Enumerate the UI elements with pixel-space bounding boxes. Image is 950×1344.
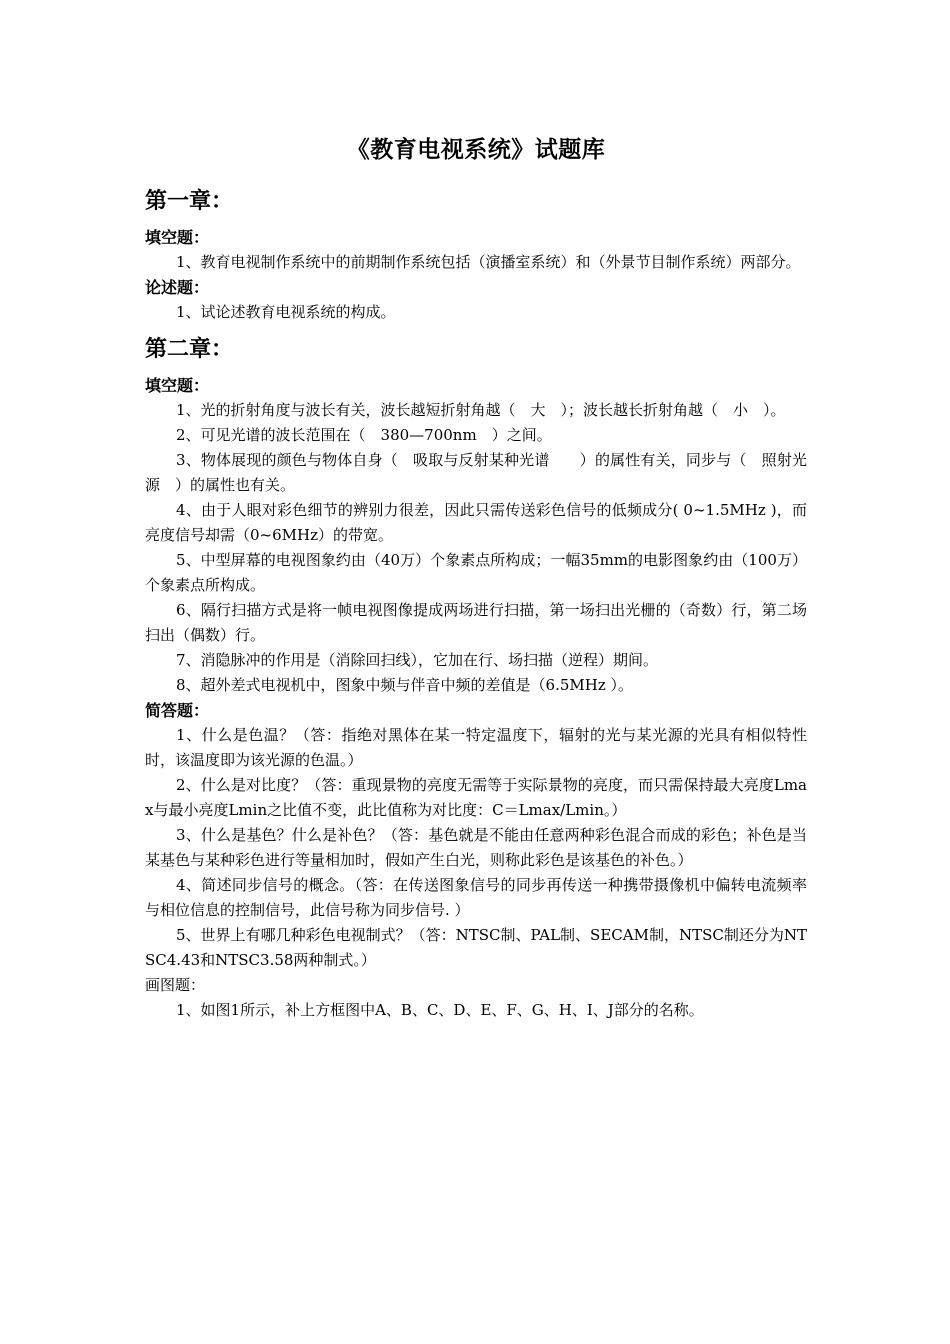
question-item: 5、中型屏幕的电视图象约由（40万）个象素点所构成；一幅35mm的电影图象约由（100万）个象素点所构成。 [145,551,807,594]
section-fill-blank [145,225,807,275]
question-item: 3、什么是基色？什么是补色？（答：基色就是不能由任意两种彩色混合而成的彩色；补色是当某基色与某种彩色进行等量相加时，假如产生白光，则称此彩色是该基色的补色。） [145,826,807,869]
question-item: 4、由于人眼对彩色细节的辨别力很差，因此只需传送彩色信号的低频成分( 0~1.5MHz )，而亮度信号却需（0~6MHz）的带宽。 [145,501,807,544]
section-short-answer [145,698,807,973]
section-heading: 论述题： [145,278,210,297]
page-title: 《教育电视系统》试题库 [346,136,606,163]
question-item: 4、简述同步信号的概念。（答：在传送图象信号的同步再传送一种携带摄像机中偏转电流频率与相位信息的控制信号，此信号称为同步信号. ） [145,876,807,919]
question-item: 8、超外差式电视机中，图象中频与伴音中频的差值是（6.5MHz ）。 [176,676,634,694]
question-item: 7、消隐脉冲的作用是（消除回扫线），它加在行、场扫描（逆程）期间。 [176,651,659,669]
chapter-heading: 第一章： [145,188,234,214]
chapter-2 [145,333,807,1023]
section-essay [145,275,807,325]
question-item: 2、什么是对比度？（答：重现景物的亮度无需等于实际景物的亮度，而只需保持最大亮度Lmax与最小亮度Lmin之比值不变，此比值称为对比度：C＝Lmax/Lmin。） [145,776,807,819]
document-page [145,133,807,1023]
question-item: 5、世界上有哪几种彩色电视制式？（答：NTSC制、PAL制、SECAM制，NTSC制还分为NTSC4.43和NTSC3.58两种制式。） [145,926,807,969]
question-item: 6、隔行扫描方式是将一帧电视图像提成两场进行扫描，第一场扫出光栅的（奇数）行，第二场扫出（偶数）行。 [145,601,807,644]
section-fill-blank [145,373,807,698]
question-item: 1、光的折射角度与波长有关，波长越短折射角越（ 大 ）；波长越长折射角越（ 小 ）。 [176,401,786,419]
question-item: 1、如图1所示，补上方框图中A、B、C、D、E、F、G、H、I、J部分的名称。 [176,1001,704,1019]
section-drawing [145,973,807,1023]
question-item: 3、物体展现的颜色与物体自身（ 吸取与反射某种光谱 ）的属性有关，同步与（ 照射光源 ）的属性也有关。 [145,451,807,494]
section-heading: 画图题： [145,976,206,994]
question-item: 1、试论述教育电视系统的构成。 [176,303,396,321]
chapter-heading: 第二章： [145,336,234,362]
section-heading: 填空题： [145,376,210,395]
section-heading: 简答题： [145,701,210,720]
question-item: 1、教育电视制作系统中的前期制作系统包括（演播室系统）和（外景节目制作系统）两部分。 [176,253,801,271]
chapter-1 [145,185,807,325]
section-heading: 填空题： [145,228,210,247]
question-item: 2、可见光谱的波长范围在（ 380—700nm ）之间。 [176,426,552,444]
question-item: 1、什么是色温？（答：指绝对黑体在某一特定温度下，辐射的光与某光源的光具有相似特性时，该温度即为该光源的色温。） [145,726,807,769]
